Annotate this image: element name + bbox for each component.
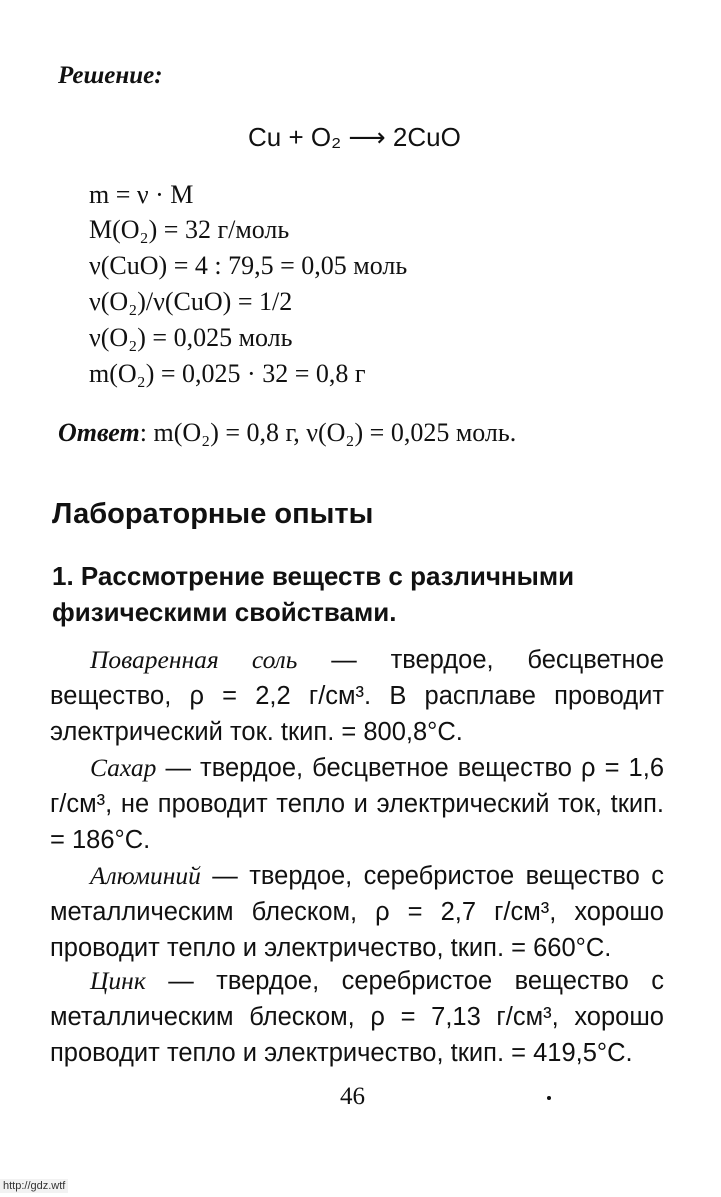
paragraph-text: твердое, бесцветное вещество ρ = 1,6 г/см³, не проводит тепло и электрический ток, tкип. = 186°С.	[50, 754, 664, 854]
watermark-link[interactable]: http://gdz.wtf	[0, 1179, 68, 1193]
substance-name: Цинк	[90, 966, 146, 995]
paragraph-text: твердое, бесцветное вещество, ρ = 2,2 г/см³. В расплаве проводит электрический ток. tкип. = 800,8°С.	[50, 646, 665, 746]
calc-line: ν(CuO) = 4 : 79,5 = 0,05 моль	[89, 251, 408, 280]
calc-line: ν(O₂) = 0,025 моль	[89, 323, 293, 352]
answer: Ответ: m(O₂) = 0,8 г, ν(O₂) = 0,025 моль.	[58, 418, 517, 447]
experiment-title: 1. Рассмотрение веществ с различными физическими свойствами.	[52, 561, 575, 627]
substance-name: Алюминий	[90, 861, 201, 890]
paragraph-sugar: Сахар — твердое, бесцветное вещество ρ = 1,6 г/см³, не проводит тепло и электрический ток, tкип. = 186°С.	[50, 753, 664, 854]
paragraph-text: твердое, серебристое вещество с металлическим блеском, ρ = 2,7 г/см³, хорошо проводит тепло и электричество, tкип. = 660°С.	[50, 862, 664, 962]
page-number: 46	[340, 1083, 365, 1110]
answer-text: m(O₂) = 0,8 г, ν(O₂) = 0,025 моль.	[153, 418, 517, 447]
calc-line: M(O₂) = 32 г/моль	[89, 215, 290, 244]
paragraph-salt: Поваренная соль — твердое, бесцветное вещество, ρ = 2,2 г/см³. В расплаве проводит электрический ток. tкип. = 800,8°С.	[50, 645, 665, 746]
paragraph-aluminium: Алюминий — твердое, серебристое вещество с металлическим блеском, ρ = 2,7 г/см³, хорошо проводит тепло и электричество, tкип. = 660°С.	[50, 861, 664, 962]
paragraph-zinc: Цинк — твердое, серебристое вещество с металлическим блеском, ρ = 7,13 г/см³, хорошо проводит тепло и электричество, tкип. = 419,5°С.	[50, 966, 664, 1067]
answer-label: Ответ	[58, 418, 140, 447]
solution-heading: Решение:	[58, 62, 163, 89]
calc-line: m = ν · M	[89, 180, 194, 209]
reaction-equation: Cu + O₂ ⟶ 2CuO	[248, 122, 461, 152]
paragraph-text: твердое, серебристое вещество с металлическим блеском, ρ = 7,13 г/см³, хорошо проводит тепло и электричество, tкип. = 419,5°С.	[50, 967, 664, 1067]
calc-line: m(O₂) = 0,025 · 32 = 0,8 г	[89, 359, 366, 388]
calc-line: ν(O₂)/ν(CuO) = 1/2	[89, 287, 293, 316]
substance-name: Поваренная соль	[90, 645, 298, 674]
section-title: Лабораторные опыты	[52, 498, 374, 530]
substance-name: Сахар	[90, 753, 157, 782]
print-dot	[547, 1096, 551, 1100]
